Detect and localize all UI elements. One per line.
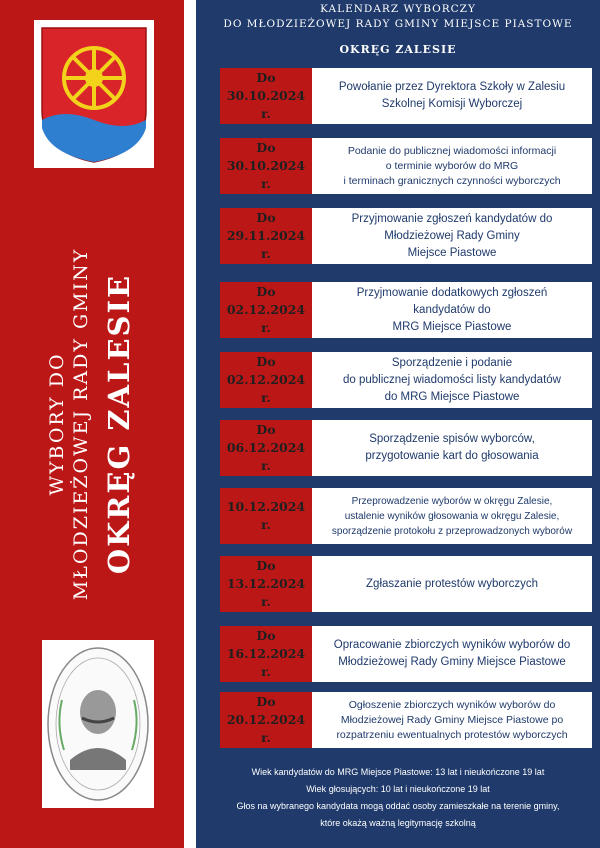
portrait-medallion-icon: [42, 640, 154, 808]
row-date: [220, 282, 312, 338]
row-date: [220, 138, 312, 194]
row-text: Powołanie przez Dyrektora Szkoły w Zalesiu Szkolnej Komisji Wyborczej: [338, 81, 566, 110]
footer-line2: Wiek głosujących: 10 lat i nieukończone 19 lat: [306, 784, 490, 794]
row-text: Sporządzenie spisów wyborców, przygotowanie kart do głosowania: [365, 433, 539, 462]
row-description: [312, 138, 592, 194]
date-value: 30.10.2024 r.: [226, 158, 306, 191]
row-description: [312, 692, 592, 748]
calendar-row: [220, 626, 592, 682]
row-date: [220, 692, 312, 748]
calendar-row: [220, 138, 592, 194]
calendar-row: [220, 282, 592, 338]
row-text: Sporządzenie i podanie do publicznej wiadomości listy kandydatów do MRG Miejsce Piastowe: [343, 356, 561, 403]
date-prefix: Do: [256, 70, 276, 85]
row-text: Przeprowadzenie wyborów w okręgu Zalesie, ustalenie wyników głosowania w okręgu Zalesie, sporządzenie protokołu z przeprowadzonych wyborów: [331, 495, 573, 537]
date-prefix: Do: [256, 284, 276, 299]
header-subtitle: OKRĘG ZALESIE: [339, 43, 457, 56]
calendar-row: [220, 352, 592, 408]
row-date: [220, 68, 312, 124]
date-prefix: Do: [256, 140, 276, 155]
row-date: [220, 420, 312, 476]
calendar-row: [220, 692, 592, 748]
date-prefix: Do: [256, 210, 276, 225]
row-description: [312, 282, 592, 338]
row-description: [312, 556, 592, 612]
header-line1: KALENDARZ WYBORCZY: [320, 3, 476, 15]
calendar-row: [220, 556, 592, 612]
row-text: Ogłoszenie zbiorczych wyników wyborów do Młodzieżowej Rady Gminy Miejsce Piastowe po rozpatrzeniu ewentualnych protestów wyborczych: [336, 698, 568, 741]
row-date: [220, 488, 312, 544]
calendar-row: [220, 208, 592, 264]
row-description: [312, 626, 592, 682]
footer-line4: które okażą ważną legitymację szkolną: [320, 818, 476, 828]
crest-frame: [34, 20, 154, 168]
header-line2: DO MŁODZIEŻOWEJ RADY GMINY MIEJSCE PIASTOWE: [223, 18, 573, 30]
footer-line3: Głos na wybranego kandydata mogą oddać osoby zamieszkałe na terenie gminy,: [236, 801, 560, 811]
row-date: [220, 208, 312, 264]
row-text: Zgłaszanie protestów wyborczych: [366, 577, 538, 590]
date-value: 29.11.2024 r.: [226, 228, 306, 261]
date-prefix: Do: [256, 422, 276, 437]
row-text: Przyjmowanie dodatkowych zgłoszeń kandydatów do MRG Miejsce Piastowe: [356, 286, 548, 333]
date-prefix: Do: [256, 354, 276, 369]
date-value: 30.10.2024 r.: [226, 88, 306, 121]
date-prefix: Do: [256, 558, 276, 573]
date-value: 06.12.2024 r.: [226, 440, 306, 473]
calendar-row: [220, 420, 592, 476]
date-value: 02.12.2024 r.: [226, 302, 306, 335]
row-description: [312, 420, 592, 476]
date-value: 20.12.2024 r.: [226, 712, 306, 745]
row-description: [312, 208, 592, 264]
row-date: [220, 556, 312, 612]
side-title: [45, 194, 139, 654]
row-date: [220, 626, 312, 682]
coat-of-arms-icon: [34, 20, 154, 168]
date-prefix: Do: [256, 628, 276, 643]
footer-line1: Wiek kandydatów do MRG Miejsce Piastowe: 13 lat i nieukończone 19 lat: [251, 767, 545, 777]
date-value: 16.12.2024 r.: [226, 646, 306, 679]
row-text: Podanie do publicznej wiadomości informacji o terminie wyborów do MRG i terminach granicznych czynności wyborczych: [343, 144, 561, 187]
row-description: [312, 68, 592, 124]
side-title-line1: WYBORY DO: [46, 352, 68, 496]
date-value: 10.12.2024 r.: [226, 499, 306, 532]
calendar-header: [196, 2, 600, 57]
side-title-line2: MŁODZIEŻOWEJ RADY GMINY: [70, 247, 92, 601]
row-text: Przyjmowanie zgłoszeń kandydatów do Młodzieżowej Rady Gminy Miejsce Piastowe: [351, 212, 553, 259]
side-title-line3: OKRĘG ZALESIE: [102, 273, 136, 575]
calendar-row: [220, 68, 592, 124]
row-text: Opracowanie zbiorczych wyników wyborów do Młodzieżowej Rady Gminy Miejsce Piastowe: [333, 639, 571, 668]
calendar-row: [220, 488, 592, 544]
date-value: 02.12.2024 r.: [226, 372, 306, 405]
eligibility-footer: [196, 764, 600, 832]
row-date: [220, 352, 312, 408]
date-prefix: Do: [256, 694, 276, 709]
portrait-frame: [42, 640, 154, 808]
row-description: [312, 352, 592, 408]
date-value: 13.12.2024 r.: [226, 576, 306, 609]
row-description: [312, 488, 592, 544]
